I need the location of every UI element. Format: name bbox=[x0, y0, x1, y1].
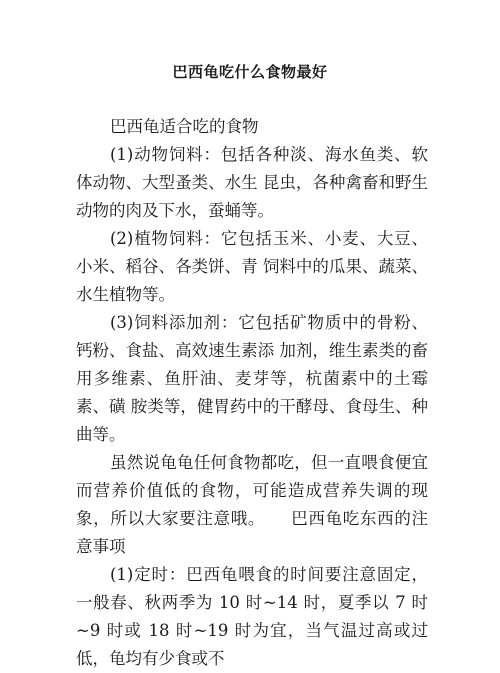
document-title: 巴西龟吃什么食物最好 bbox=[172, 63, 328, 81]
section-heading-suitable-foods: 巴西龟适合吃的食物 bbox=[110, 117, 259, 136]
paragraph-nutrition-note: 虽然说龟龟任何食物都吃，但一直喂食便宜而营养价值低的食物，可能造成营养失调的现象，所以大家要注意哦。 巴西龟吃东西的注意事项 bbox=[76, 453, 428, 556]
paragraph-animal-feed: (1)动物饲料：包括各种淡、海水鱼类、软体动物、大型蚤类、水生 昆虫，各种禽畜和野生动物的肉及下水，蚕蛹等。 bbox=[76, 145, 428, 220]
document-body bbox=[76, 113, 428, 673]
paragraph-feeding-time: (1)定时：巴西龟喂食的时间要注意固定，一般春、秋两季为 10 时~14 时，夏季以 7 时~9 时或 18 时~19 时为宜，当气温过高或过低，龟均有少食或不 bbox=[76, 565, 428, 668]
paragraph-feed-additives: (3)饲料添加剂：它包括矿物质中的骨粉、钙粉、食盐、高效速生素添 加剂，维生素类的畜用多维素、鱼肝油、麦芽等，杭菌素中的土霉素、磺 胺类等，健胃药中的干酵母、食母生、种曲等。 bbox=[76, 313, 428, 444]
paragraph-plant-feed: (2)植物饲料：它包括玉米、小麦、大豆、小米、稻谷、各类饼、青 饲料中的瓜果、蔬菜、水生植物等。 bbox=[76, 229, 428, 304]
